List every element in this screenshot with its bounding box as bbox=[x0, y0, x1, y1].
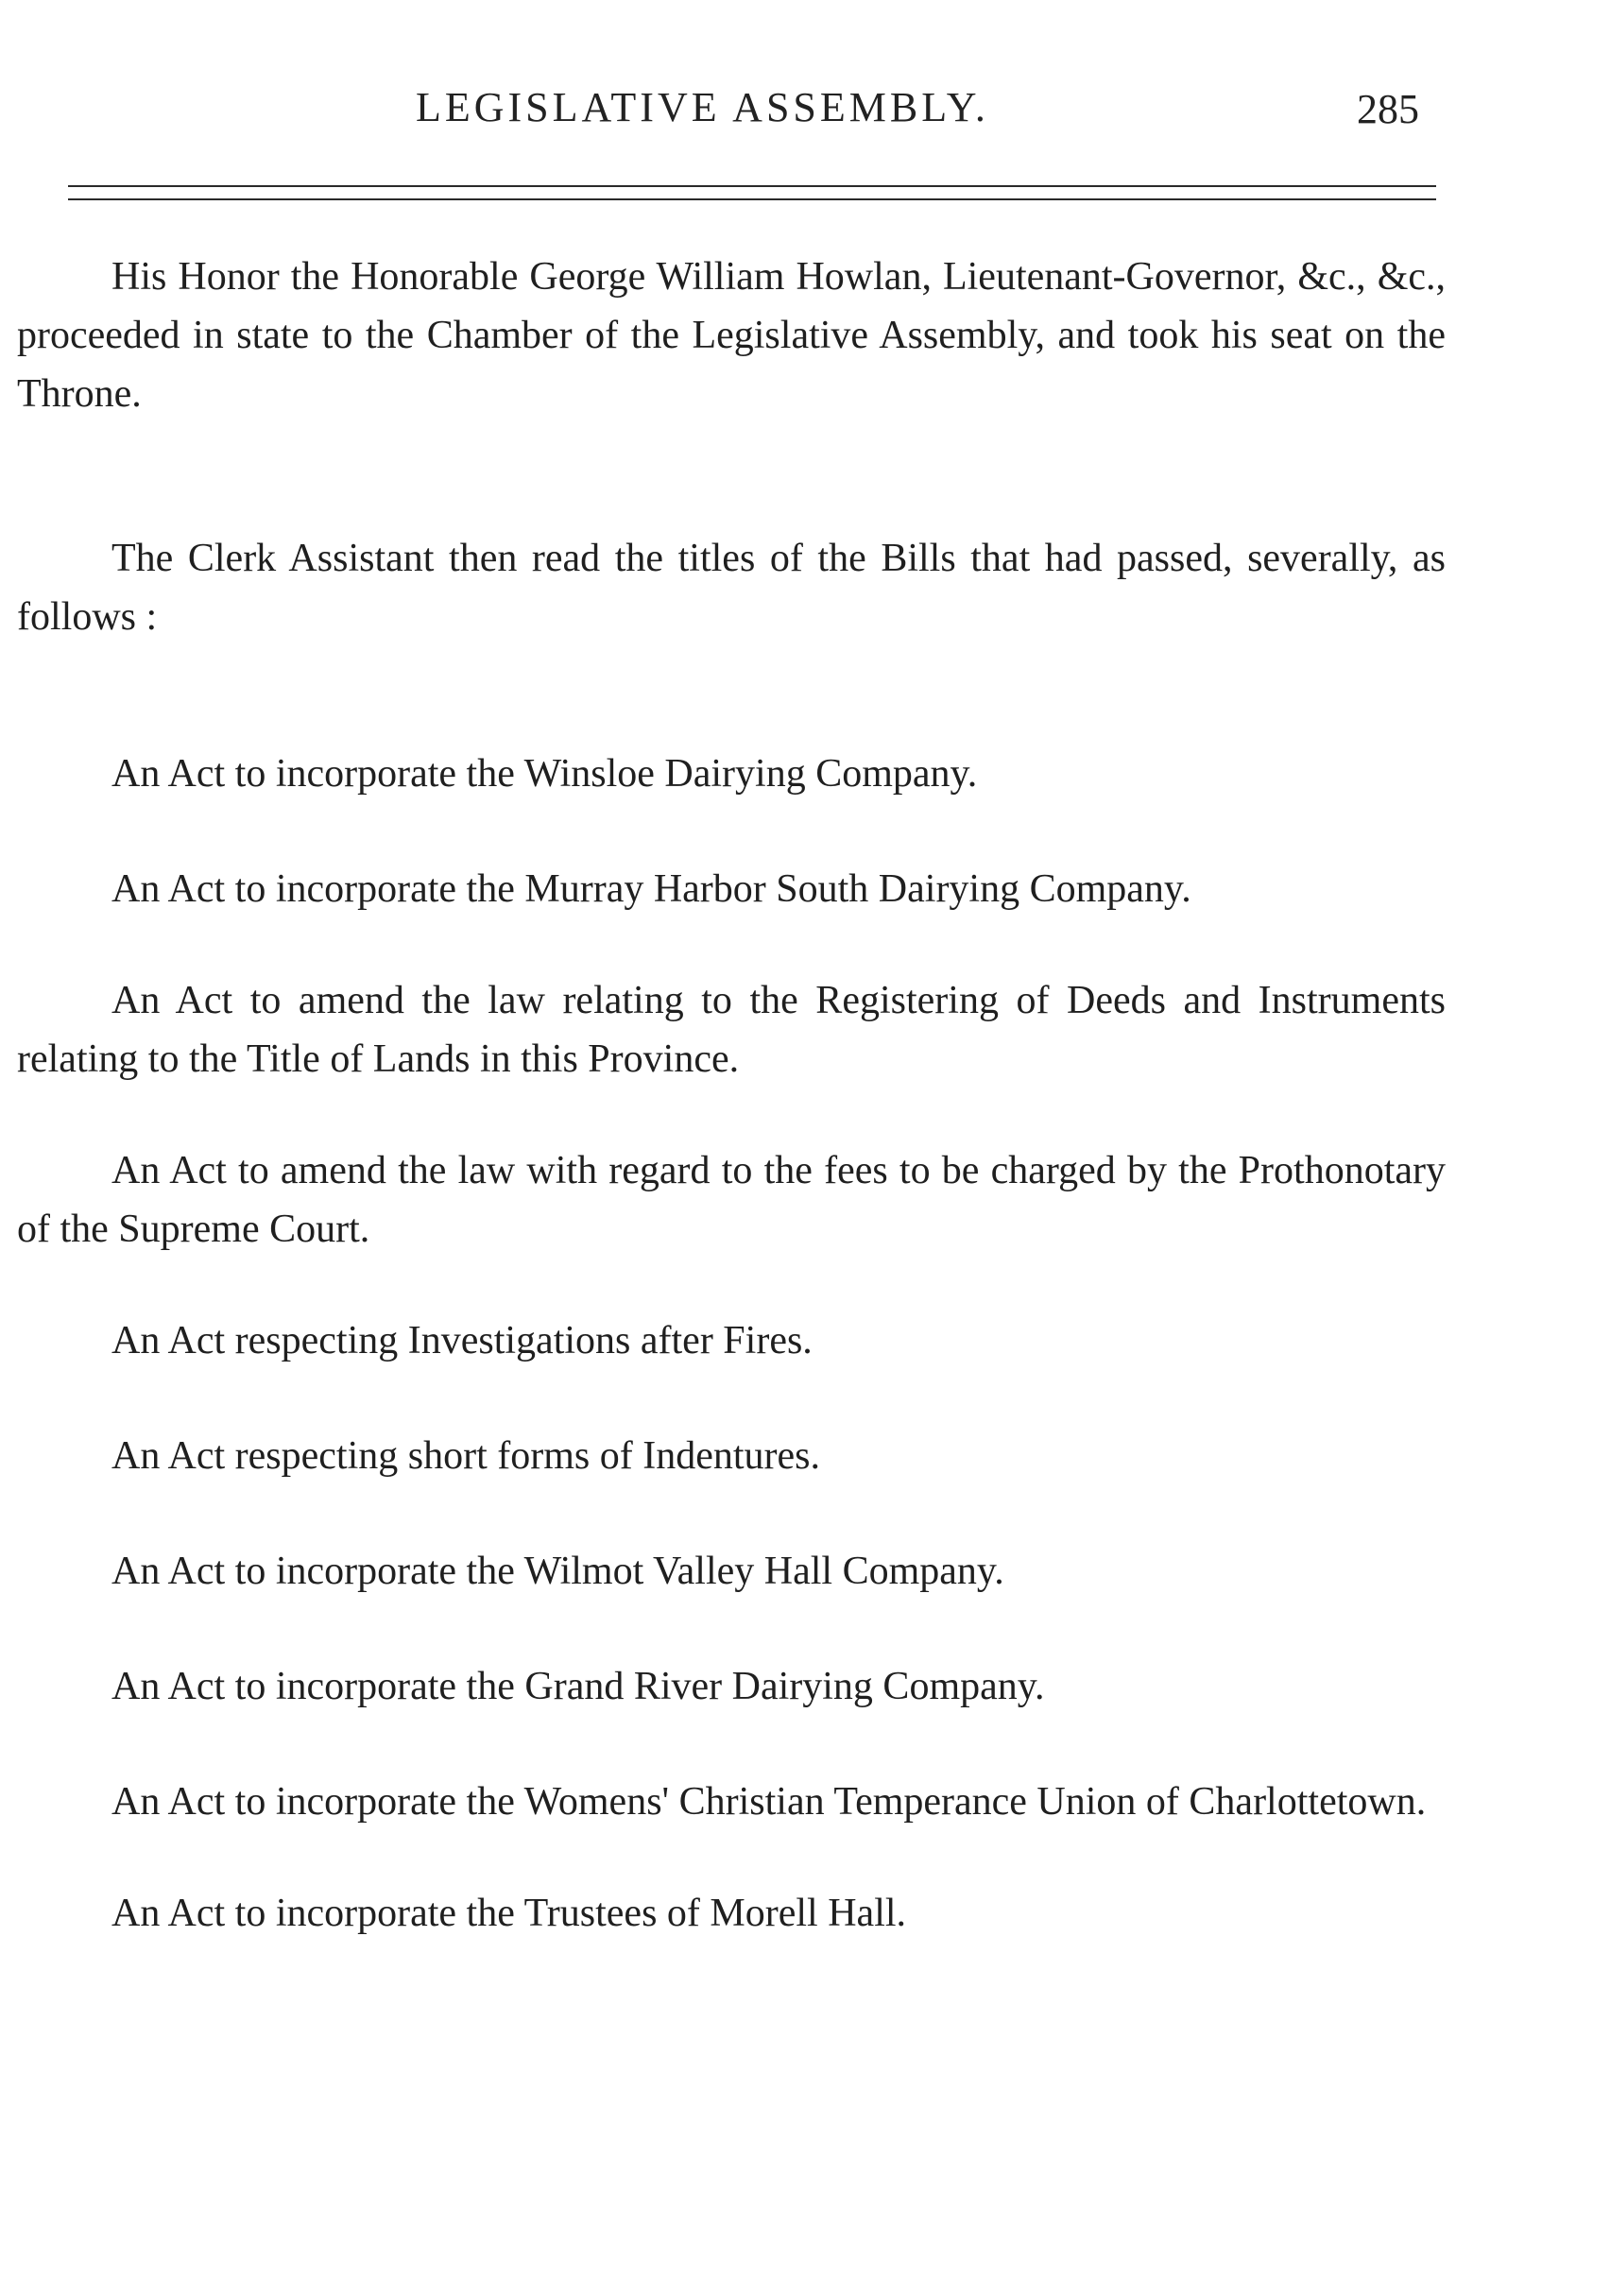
bill-item: An Act to incorporate the Wilmot Valley Hall Company. bbox=[111, 1550, 1004, 1593]
bill-item: An Act to incorporate the Murray Harbor South Dairying Company. bbox=[111, 867, 1191, 911]
body-text bbox=[17, 248, 1446, 1999]
bill-item: An Act to amend the law with regard to the fees to be charged by the Prothonotary of the Supreme Court. bbox=[17, 1149, 1446, 1251]
bill-item: An Act respecting Investigations after Fires. bbox=[111, 1319, 813, 1362]
bill-item: An Act to incorporate the Winsloe Dairying Company. bbox=[111, 752, 978, 796]
bill-item: An Act to incorporate the Womens' Christian Temperance Union of Charlottetown. bbox=[111, 1780, 1427, 1824]
bill-item: An Act respecting short forms of Indentures. bbox=[111, 1434, 820, 1478]
page-number: 285 bbox=[1357, 86, 1419, 132]
bill-item: An Act to amend the law relating to the Registering of Deeds and Instruments relating to the Title of Lands in this Province. bbox=[17, 979, 1446, 1081]
header-rule-bottom bbox=[68, 198, 1436, 200]
bill-item: An Act to incorporate the Grand River Dairying Company. bbox=[111, 1665, 1045, 1708]
intro-paragraph: His Honor the Honorable George William Howlan, Lieutenant-Governor, &c., &c., proceeded in state to the Chamber of the Legislative Assembly, and took his seat on the Throne. bbox=[17, 255, 1446, 416]
clerk-paragraph: The Clerk Assistant then read the titles of the Bills that had passed, severally, as follows : bbox=[17, 537, 1446, 639]
running-head bbox=[0, 83, 1610, 140]
bill-item: An Act to incorporate the Trustees of Morell Hall. bbox=[111, 1892, 907, 1935]
running-title: LEGISLATIVE ASSEMBLY. bbox=[416, 84, 989, 130]
header-rule-top bbox=[68, 185, 1436, 187]
